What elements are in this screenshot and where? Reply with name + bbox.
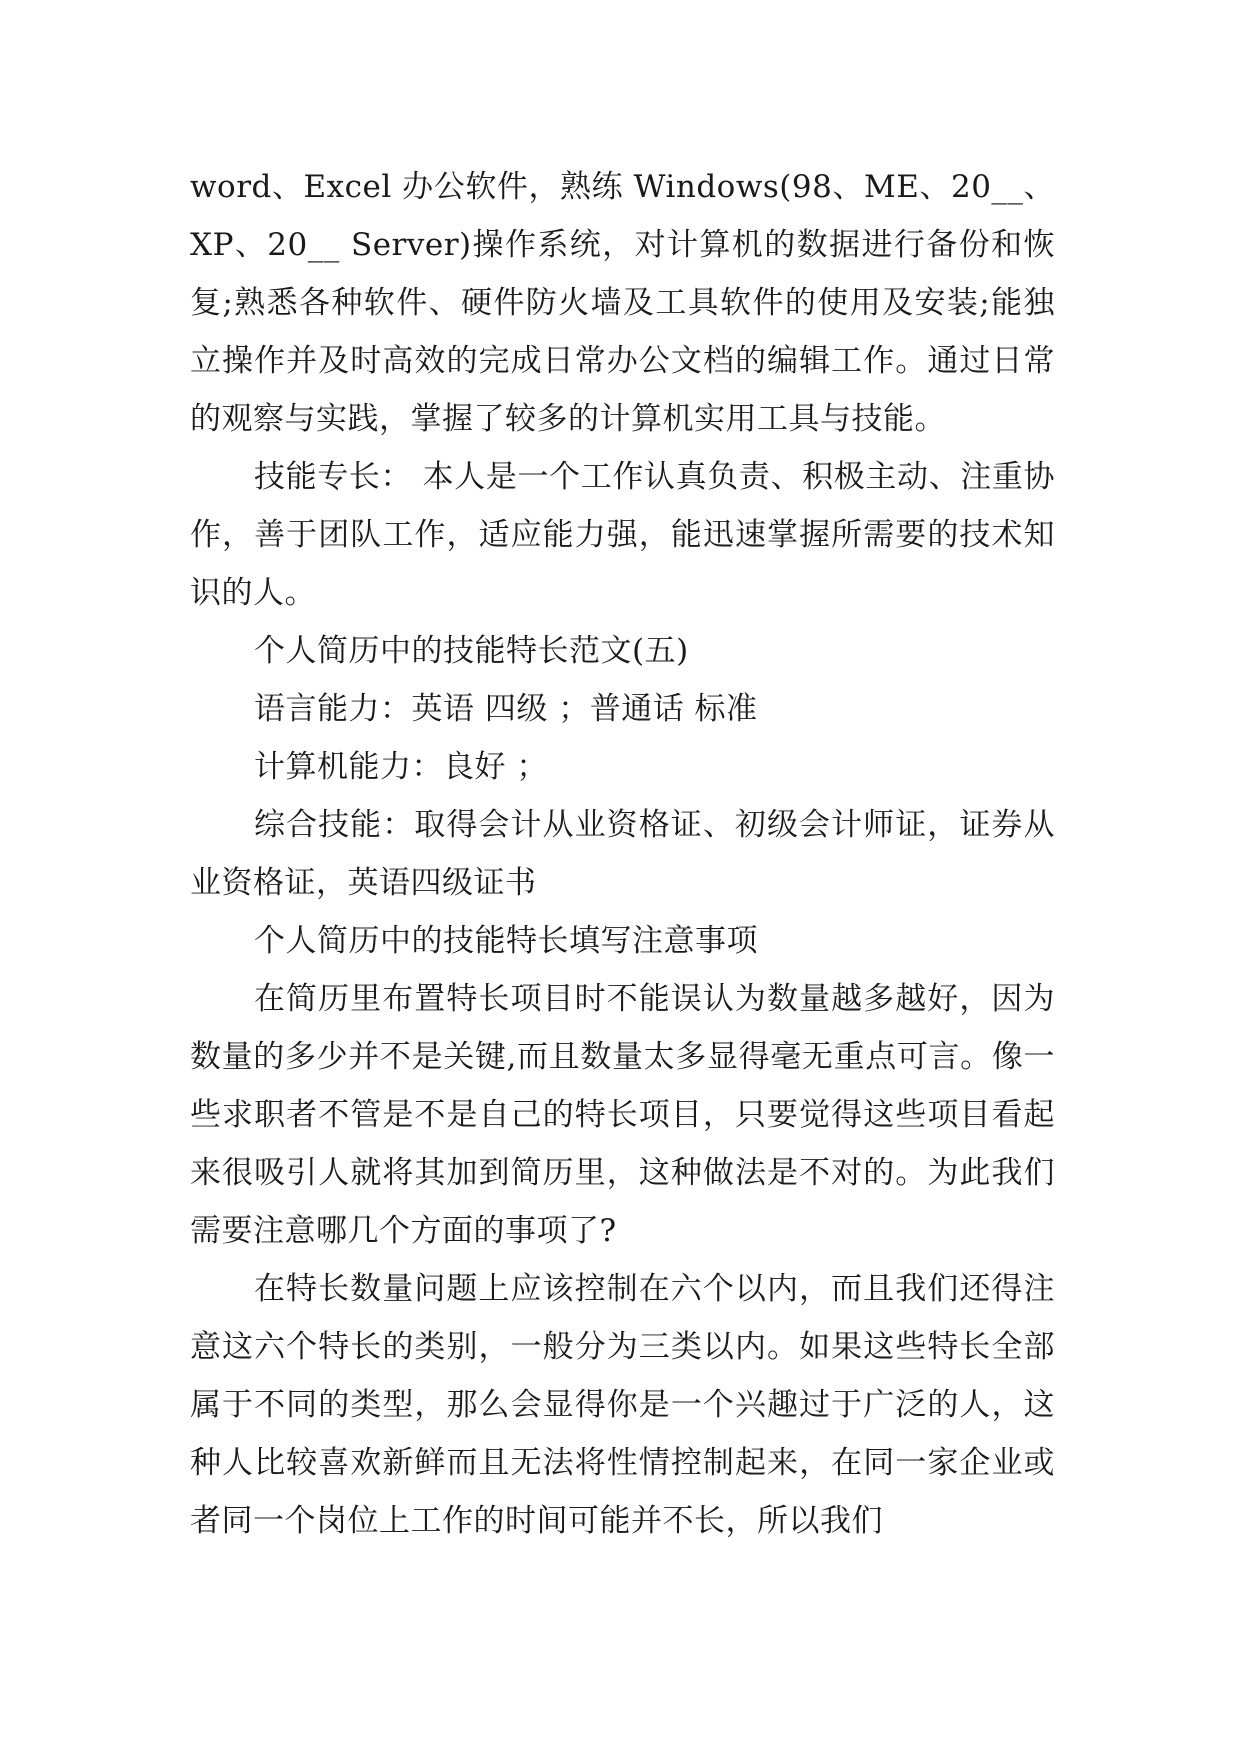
paragraph: 计算机能力：良好 ； [254, 749, 548, 785]
paragraph: 技能专长： 本人是一个工作认真负责、积极主动、注重协作，善于团队工作，适应能力强，能迅速掌握所需要的技术知识的人。 [190, 459, 1055, 611]
section-heading: 个人简历中的技能特长范文(五) [254, 633, 689, 669]
section-heading: 个人简历中的技能特长填写注意事项 [254, 923, 758, 959]
paragraph: word、Excel 办公软件，熟练 Windows(98、ME、20__、XP、20__ Server)操作系统，对计算机的数据进行备份和恢复;熟悉各种软件、硬件防火墙及工具软件的使用及安装;能独立操作并及时高效的完成日常办公文档的编辑工作。通过日常的观察与实践，掌握了较多的计算机实用工具与技能。 [190, 169, 1055, 437]
paragraph: 语言能力：英语 四级 ；普通话 标准 [254, 691, 758, 727]
paragraph: 在特长数量问题上应该控制在六个以内，而且我们还得注意这六个特长的类别，一般分为三类以内。如果这些特长全部属于不同的类型，那么会显得你是一个兴趣过于广泛的人，这种人比较喜欢新鲜而且无法将性情控制起来，在同一家企业或者同一个岗位上工作的时间可能并不长，所以我们 [190, 1271, 1055, 1539]
paragraph: 在简历里布置特长项目时不能误认为数量越多越好，因为数量的多少并不是关键,而且数量太多显得毫无重点可言。像一些求职者不管是不是自己的特长项目，只要觉得这些项目看起来很吸引人就将其加到简历里，这种做法是不对的。为此我们需要注意哪几个方面的事项了? [190, 981, 1055, 1249]
paragraph: 综合技能：取得会计从业资格证、初级会计师证，证券从业资格证，英语四级证书 [190, 807, 1055, 901]
document-body [190, 158, 1055, 1550]
